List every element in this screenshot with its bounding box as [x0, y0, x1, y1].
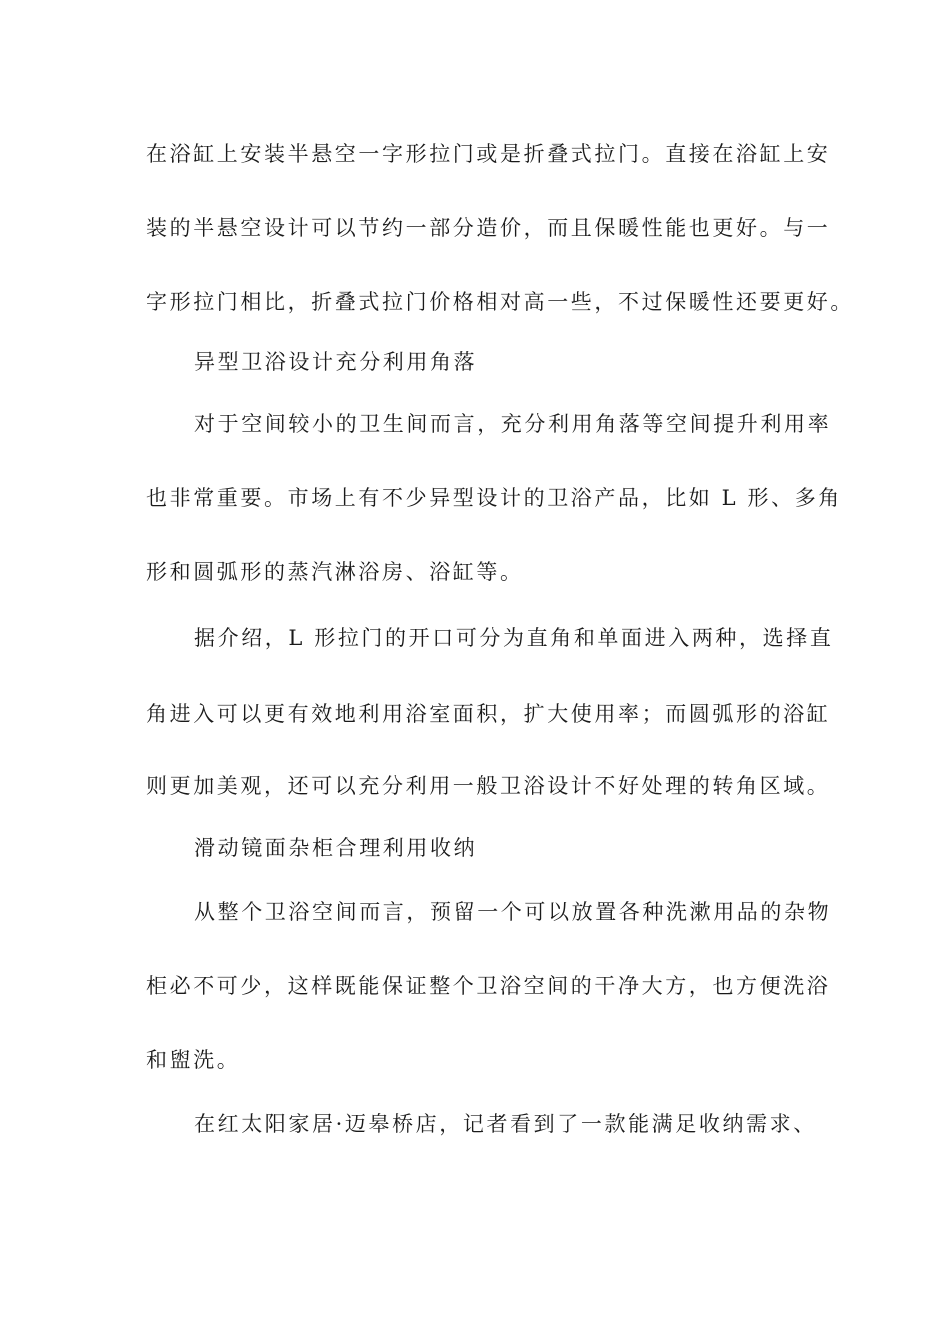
paragraph-line: 据介绍，L 形拉门的开口可分为直角和单面进入两种，选择直 — [194, 626, 834, 650]
paragraph-line: 也非常重要。市场上有不少异型设计的卫浴产品，比如 L 形、多角 — [146, 486, 842, 510]
section-heading: 滑动镜面杂柜合理利用收纳 — [194, 836, 478, 860]
paragraph-line: 在浴缸上安装半悬空一字形拉门或是折叠式拉门。直接在浴缸上安 — [146, 142, 831, 166]
paragraph-line: 在红太阳家居·迈皋桥店，记者看到了一款能满足收纳需求、 — [194, 1112, 817, 1136]
paragraph-line: 柜必不可少，这样既能保证整个卫浴空间的干净大方，也方便洗浴 — [146, 974, 831, 998]
paragraph-line: 对于空间较小的卫生间而言，充分利用角落等空间提升利用率 — [194, 412, 832, 436]
section-heading: 异型卫浴设计充分利用角落 — [194, 350, 478, 374]
paragraph-line: 字形拉门相比，折叠式拉门价格相对高一些，不过保暖性还要更好。 — [146, 290, 854, 314]
paragraph-line: 从整个卫浴空间而言，预留一个可以放置各种洗漱用品的杂物 — [194, 900, 832, 924]
paragraph-line: 和盥洗。 — [146, 1048, 241, 1072]
paragraph-line: 形和圆弧形的蒸汽淋浴房、浴缸等。 — [146, 560, 524, 584]
paragraph-line: 装的半悬空设计可以节约一部分造价，而且保暖性能也更好。与一 — [146, 216, 831, 240]
paragraph-line: 角进入可以更有效地利用浴室面积，扩大使用率；而圆弧形的浴缸 — [146, 702, 831, 726]
paragraph-line: 则更加美观，还可以充分利用一般卫浴设计不好处理的转角区域。 — [146, 774, 831, 798]
